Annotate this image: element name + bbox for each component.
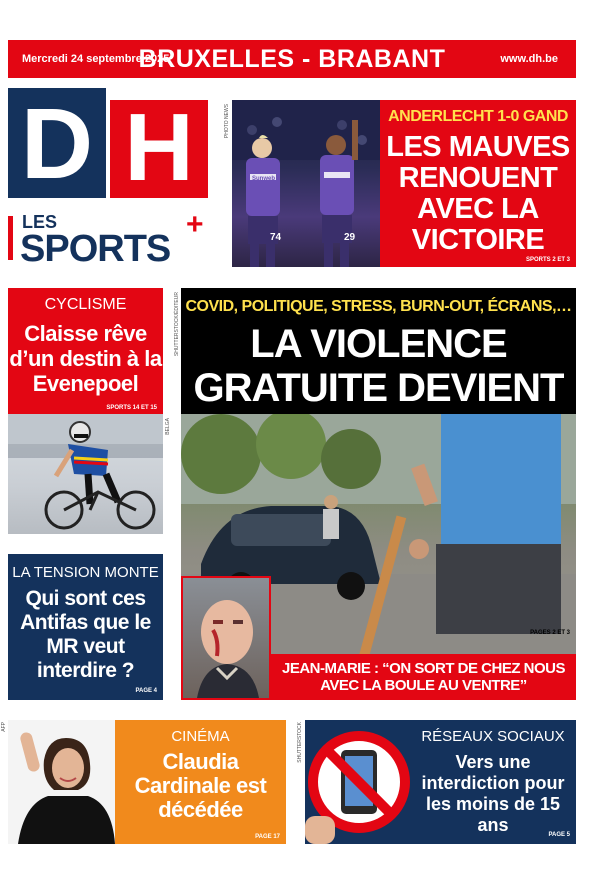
football-kicker: ANDERLECHT 1-0 GAND	[388, 108, 568, 125]
social-headline: Vers une interdiction pour les moins de 15 ans	[421, 752, 565, 835]
cycling-headline: Claisse rêve d’un destin à la Evenepoel	[9, 321, 162, 396]
football-story[interactable]	[380, 100, 576, 267]
victim-portrait-illustration	[183, 578, 269, 698]
football-players-illustration	[232, 100, 380, 267]
website-link[interactable]: www.dh.be	[500, 53, 558, 65]
cycling-page-ref: SPORTS 14 ET 15	[106, 405, 157, 411]
photo-credit-cycling: BELGA	[165, 418, 171, 435]
photo-credit-cinema: AFP	[1, 722, 7, 732]
antifa-story[interactable]	[8, 554, 163, 700]
sponsor-label-left: Sunweb	[252, 176, 276, 182]
victim-quote	[271, 654, 576, 700]
jersey-number-left: 74	[270, 232, 282, 243]
issue-date: Mercredi 24 septembre 2025	[22, 53, 170, 65]
cycling-photo[interactable]	[8, 414, 163, 534]
social-kicker: RÉSEAUX SOCIAUX	[421, 728, 565, 745]
cycling-story[interactable]	[8, 288, 163, 414]
main-kicker: COVID, POLITIQUE, STRESS, BURN-OUT, ÉCRANS,…	[185, 298, 572, 315]
football-headline: LES MAUVES RENOUENT AVEC LA VICTOIRE	[386, 131, 570, 256]
logo-sports: SPORTS	[20, 228, 171, 270]
photo-credit-social: SHUTTERSTOCK	[297, 722, 303, 763]
cinema-story[interactable]	[115, 720, 286, 844]
football-photo[interactable]	[232, 100, 380, 267]
social-media-story[interactable]	[305, 720, 576, 844]
cinema-page-ref: PAGE 17	[255, 834, 280, 840]
cycling-kicker: CYCLISME	[44, 296, 127, 313]
victim-quote-text: JEAN-MARIE : “ON SORT DE CHEZ NOUS AVEC LA BOULE AU VENTRE”	[281, 660, 565, 694]
photo-credit-football: PHOTO NEWS	[224, 104, 230, 139]
main-page-ref: PAGES 2 ET 3	[530, 630, 570, 636]
antifa-headline: Qui sont ces Antifas que le MR veut interdire ?	[20, 587, 151, 682]
victim-photo[interactable]	[181, 576, 271, 700]
cardinale-portrait-illustration	[8, 720, 115, 844]
cyclist-illustration	[8, 414, 163, 534]
antifa-kicker: LA TENSION MONTE	[12, 564, 159, 581]
jersey-number-right: 29	[344, 232, 356, 243]
logo-accent-bar	[8, 216, 13, 260]
dh-logo	[8, 88, 208, 268]
logo-les: LES	[22, 212, 58, 232]
logo-plus: +	[186, 208, 204, 241]
photo-credit-main: SHUTTERSTOCK/ÉDITEUR	[174, 292, 180, 357]
phone-ban-icon	[305, 720, 415, 844]
main-story[interactable]	[181, 288, 576, 700]
antifa-page-ref: PAGE 4	[135, 688, 157, 694]
social-page-ref: PAGE 5	[548, 832, 570, 838]
cinema-kicker: CINÉMA	[171, 728, 230, 745]
main-headline: LA VIOLENCE GRATUITE DEVIENT	[193, 322, 564, 410]
football-page-ref: SPORTS 2 ET 3	[525, 257, 570, 263]
edition-banner	[8, 40, 576, 78]
cardinale-photo[interactable]	[8, 720, 115, 844]
edition-region: BRUXELLES - BRABANT	[138, 45, 446, 73]
logo-d-block: D	[8, 88, 106, 198]
logo-h-block: H	[110, 100, 208, 198]
cinema-headline: Claudia Cardinale est décédée	[134, 749, 267, 822]
